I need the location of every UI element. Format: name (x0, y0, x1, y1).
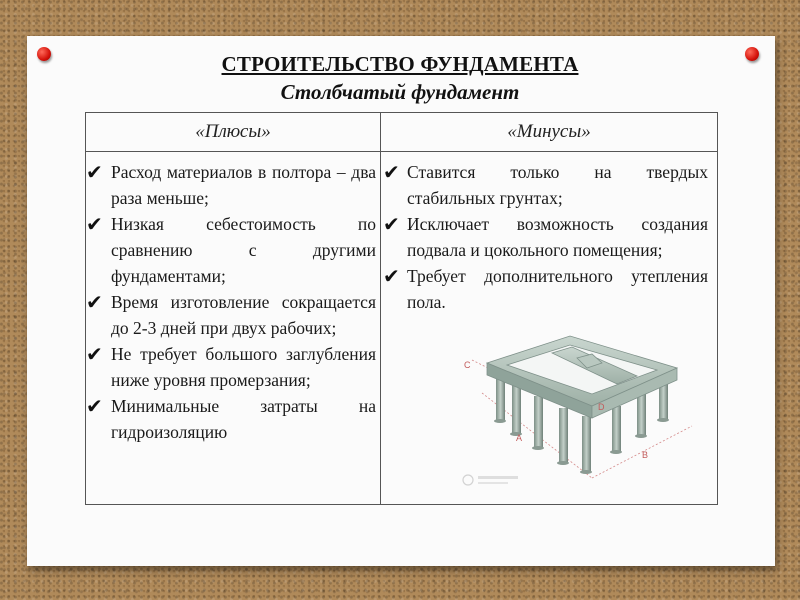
dimension-label-a: A (516, 433, 523, 443)
cons-list (383, 159, 708, 315)
watermark-logo (463, 475, 518, 485)
check-mark-icon: ✔ (86, 342, 103, 366)
column-divider (380, 113, 381, 504)
dimension-label-b: B (642, 450, 649, 460)
pros-header: «Плюсы» (195, 121, 271, 142)
header-divider (86, 151, 717, 152)
check-mark-icon: ✔ (86, 290, 103, 314)
column-foundation-diagram (452, 318, 702, 498)
pros-item: ✔ Минимальные затраты на гидроизоляцию (86, 394, 376, 442)
cons-item: ✔ Требует дополнительного утепления пола. (383, 264, 708, 312)
pros-item: ✔ Время изготовление сокращается до 2-3 дней при двух рабочих; (86, 290, 376, 338)
check-mark-icon: ✔ (86, 394, 103, 418)
check-mark-icon: ✔ (86, 212, 103, 236)
pros-item: ✔ Расход материалов в полтора – два раза меньше; (86, 160, 376, 208)
pros-item: ✔ Не требует большого заглубления ниже уровня промерзания; (86, 342, 376, 390)
cons-item: ✔ Ставится только на твердых стабильных грунтах; (383, 160, 708, 208)
pros-list (86, 159, 376, 445)
page-title: СТРОИТЕЛЬСТВО ФУНДАМЕНТА (221, 52, 579, 76)
page-subtitle: Столбчатый фундамент (280, 80, 520, 104)
cons-item: ✔ Исключает возможность создания подвала и цокольного помещения; (383, 212, 708, 260)
check-mark-icon: ✔ (383, 264, 400, 288)
check-mark-icon: ✔ (383, 160, 400, 184)
pros-item: ✔ Низкая себестоимость по сравнению с другими фундаментами; (86, 212, 376, 286)
check-mark-icon: ✔ (86, 160, 103, 184)
dimension-label-d: D (598, 402, 605, 412)
cons-header: «Минусы» (507, 121, 591, 142)
dimension-label-c: C (464, 360, 471, 370)
check-mark-icon: ✔ (383, 212, 400, 236)
